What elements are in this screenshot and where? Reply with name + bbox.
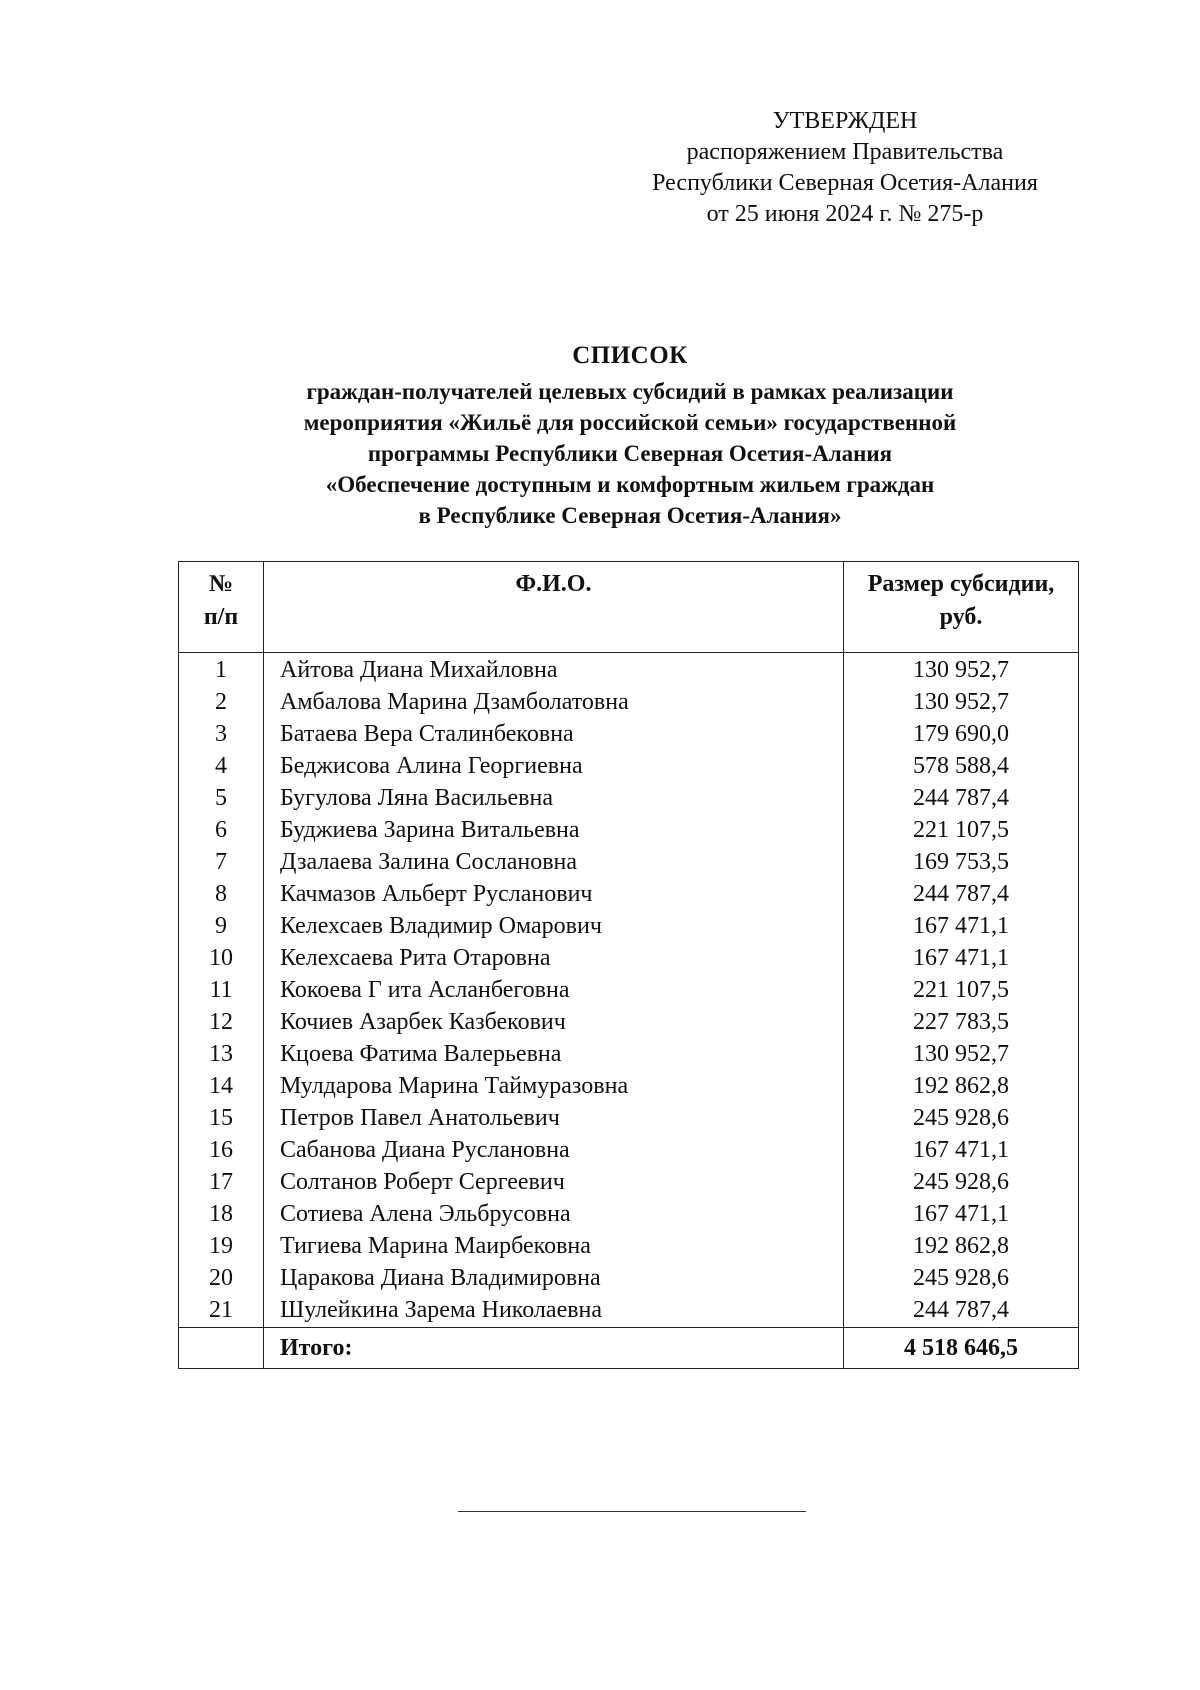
column-header-number <box>179 562 264 653</box>
approval-title: УТВЕРЖДЕН <box>772 108 918 134</box>
row-name: Сотиева Алена Эльбрусовна <box>264 1199 844 1231</box>
row-name: Сабанова Диана Руслановна <box>264 1135 844 1167</box>
row-name: Кокоева Г ита Асланбеговна <box>264 975 844 1007</box>
row-name: Амбалова Марина Дзамболатовна <box>264 687 844 719</box>
document-subtitle-line: программы Республики Северная Осетия-Алания <box>367 441 893 466</box>
table-row <box>179 1135 1079 1167</box>
recipients-table <box>178 561 1079 1369</box>
row-amount: 578 588,4 <box>844 751 1079 783</box>
row-name: Буджиева Зарина Витальевна <box>264 815 844 847</box>
column-header-amount <box>844 562 1079 653</box>
row-name: Мулдарова Марина Таймуразовна <box>264 1071 844 1103</box>
table-row <box>179 1071 1079 1103</box>
row-name: Айтова Диана Михайловна <box>264 653 844 688</box>
row-number: 13 <box>179 1039 264 1071</box>
row-name: Кцоева Фатима Валерьевна <box>264 1039 844 1071</box>
row-name: Дзалаева Залина Сослановна <box>264 847 844 879</box>
row-amount: 169 753,5 <box>844 847 1079 879</box>
total-label: Итого: <box>264 1328 844 1369</box>
total-number-cell <box>179 1328 264 1369</box>
row-name: Петров Павел Анатольевич <box>264 1103 844 1135</box>
row-number: 12 <box>179 1007 264 1039</box>
row-number: 7 <box>179 847 264 879</box>
row-name: Беджисова Алина Георгиевна <box>264 751 844 783</box>
row-number: 19 <box>179 1231 264 1263</box>
row-amount: 244 787,4 <box>844 879 1079 911</box>
row-amount: 245 928,6 <box>844 1167 1079 1199</box>
table-row <box>179 815 1079 847</box>
header-amount-text: Размер субсидии, <box>867 571 1055 597</box>
total-amount: 4 518 646,5 <box>844 1328 1079 1369</box>
row-number: 10 <box>179 943 264 975</box>
row-name: Бугулова Ляна Васильевна <box>264 783 844 815</box>
row-number: 8 <box>179 879 264 911</box>
row-name: Шулейкина Зарема Николаевна <box>264 1295 844 1328</box>
row-number: 3 <box>179 719 264 751</box>
header-number-symbol: № <box>208 571 234 597</box>
table-row <box>179 1103 1079 1135</box>
table-row <box>179 1039 1079 1071</box>
table-row <box>179 1231 1079 1263</box>
table-row <box>179 1199 1079 1231</box>
row-number: 4 <box>179 751 264 783</box>
table-row <box>179 783 1079 815</box>
approval-block <box>610 106 1080 230</box>
approval-line: Республики Северная Осетия-Алания <box>652 170 1038 196</box>
table-body <box>179 653 1079 1328</box>
row-number: 2 <box>179 687 264 719</box>
row-number: 16 <box>179 1135 264 1167</box>
row-amount: 130 952,7 <box>844 687 1079 719</box>
table-row <box>179 751 1079 783</box>
row-name: Батаева Вера Сталинбековна <box>264 719 844 751</box>
table-row <box>179 943 1079 975</box>
row-number: 1 <box>179 653 264 688</box>
approval-date: от 25 июня 2024 г. № 275-р <box>706 201 984 227</box>
row-amount: 227 783,5 <box>844 1007 1079 1039</box>
row-amount: 179 690,0 <box>844 719 1079 751</box>
row-amount: 130 952,7 <box>844 653 1079 688</box>
row-number: 6 <box>179 815 264 847</box>
end-of-document-line <box>458 1511 806 1512</box>
row-name: Тигиева Марина Маирбековна <box>264 1231 844 1263</box>
table-row <box>179 653 1079 688</box>
header-name-text: Ф.И.О. <box>515 571 592 597</box>
table-row <box>179 719 1079 751</box>
table-row <box>179 1263 1079 1295</box>
row-amount: 192 862,8 <box>844 1071 1079 1103</box>
row-amount: 221 107,5 <box>844 815 1079 847</box>
row-name: Царакова Диана Владимировна <box>264 1263 844 1295</box>
row-number: 17 <box>179 1167 264 1199</box>
row-amount: 245 928,6 <box>844 1263 1079 1295</box>
row-name: Келехсаев Владимир Омарович <box>264 911 844 943</box>
row-number: 5 <box>179 783 264 815</box>
table-row <box>179 1007 1079 1039</box>
table-row <box>179 1167 1079 1199</box>
document-subtitle-line: мероприятия «Жильё для российской семьи» государственной <box>303 410 957 435</box>
row-amount: 244 787,4 <box>844 783 1079 815</box>
row-name: Кочиев Азарбек Казбекович <box>264 1007 844 1039</box>
header-number-abbr: п/п <box>203 604 239 630</box>
row-amount: 192 862,8 <box>844 1231 1079 1263</box>
row-number: 21 <box>179 1295 264 1328</box>
row-number: 9 <box>179 911 264 943</box>
row-number: 14 <box>179 1071 264 1103</box>
header-amount-unit: руб. <box>939 604 983 630</box>
column-header-name <box>264 562 844 653</box>
row-number: 20 <box>179 1263 264 1295</box>
row-amount: 167 471,1 <box>844 943 1079 975</box>
table-row <box>179 847 1079 879</box>
row-amount: 167 471,1 <box>844 1199 1079 1231</box>
document-subtitle-line: в Республике Северная Осетия-Алания» <box>418 503 842 528</box>
table-row <box>179 975 1079 1007</box>
table-row <box>179 687 1079 719</box>
table-row <box>179 879 1079 911</box>
document-subtitle-line: граждан-получателей целевых субсидий в рамках реализации <box>306 379 954 404</box>
document-subtitle-line: «Обеспечение доступным и комфортным жильем граждан <box>325 472 935 497</box>
row-amount: 245 928,6 <box>844 1103 1079 1135</box>
row-name: Келехсаева Рита Отаровна <box>264 943 844 975</box>
table-header-row <box>179 562 1079 653</box>
row-number: 15 <box>179 1103 264 1135</box>
row-number: 18 <box>179 1199 264 1231</box>
table-row <box>179 911 1079 943</box>
document-title: СПИСОК <box>572 342 688 369</box>
row-name: Солтанов Роберт Сергеевич <box>264 1167 844 1199</box>
row-amount: 244 787,4 <box>844 1295 1079 1328</box>
row-number: 11 <box>179 975 264 1007</box>
document-title-block <box>180 336 1080 531</box>
row-amount: 221 107,5 <box>844 975 1079 1007</box>
approval-line: распоряжением Правительства <box>686 139 1004 165</box>
row-name: Качмазов Альберт Русланович <box>264 879 844 911</box>
row-amount: 130 952,7 <box>844 1039 1079 1071</box>
total-row <box>179 1328 1079 1369</box>
row-amount: 167 471,1 <box>844 1135 1079 1167</box>
table-row <box>179 1295 1079 1328</box>
row-amount: 167 471,1 <box>844 911 1079 943</box>
